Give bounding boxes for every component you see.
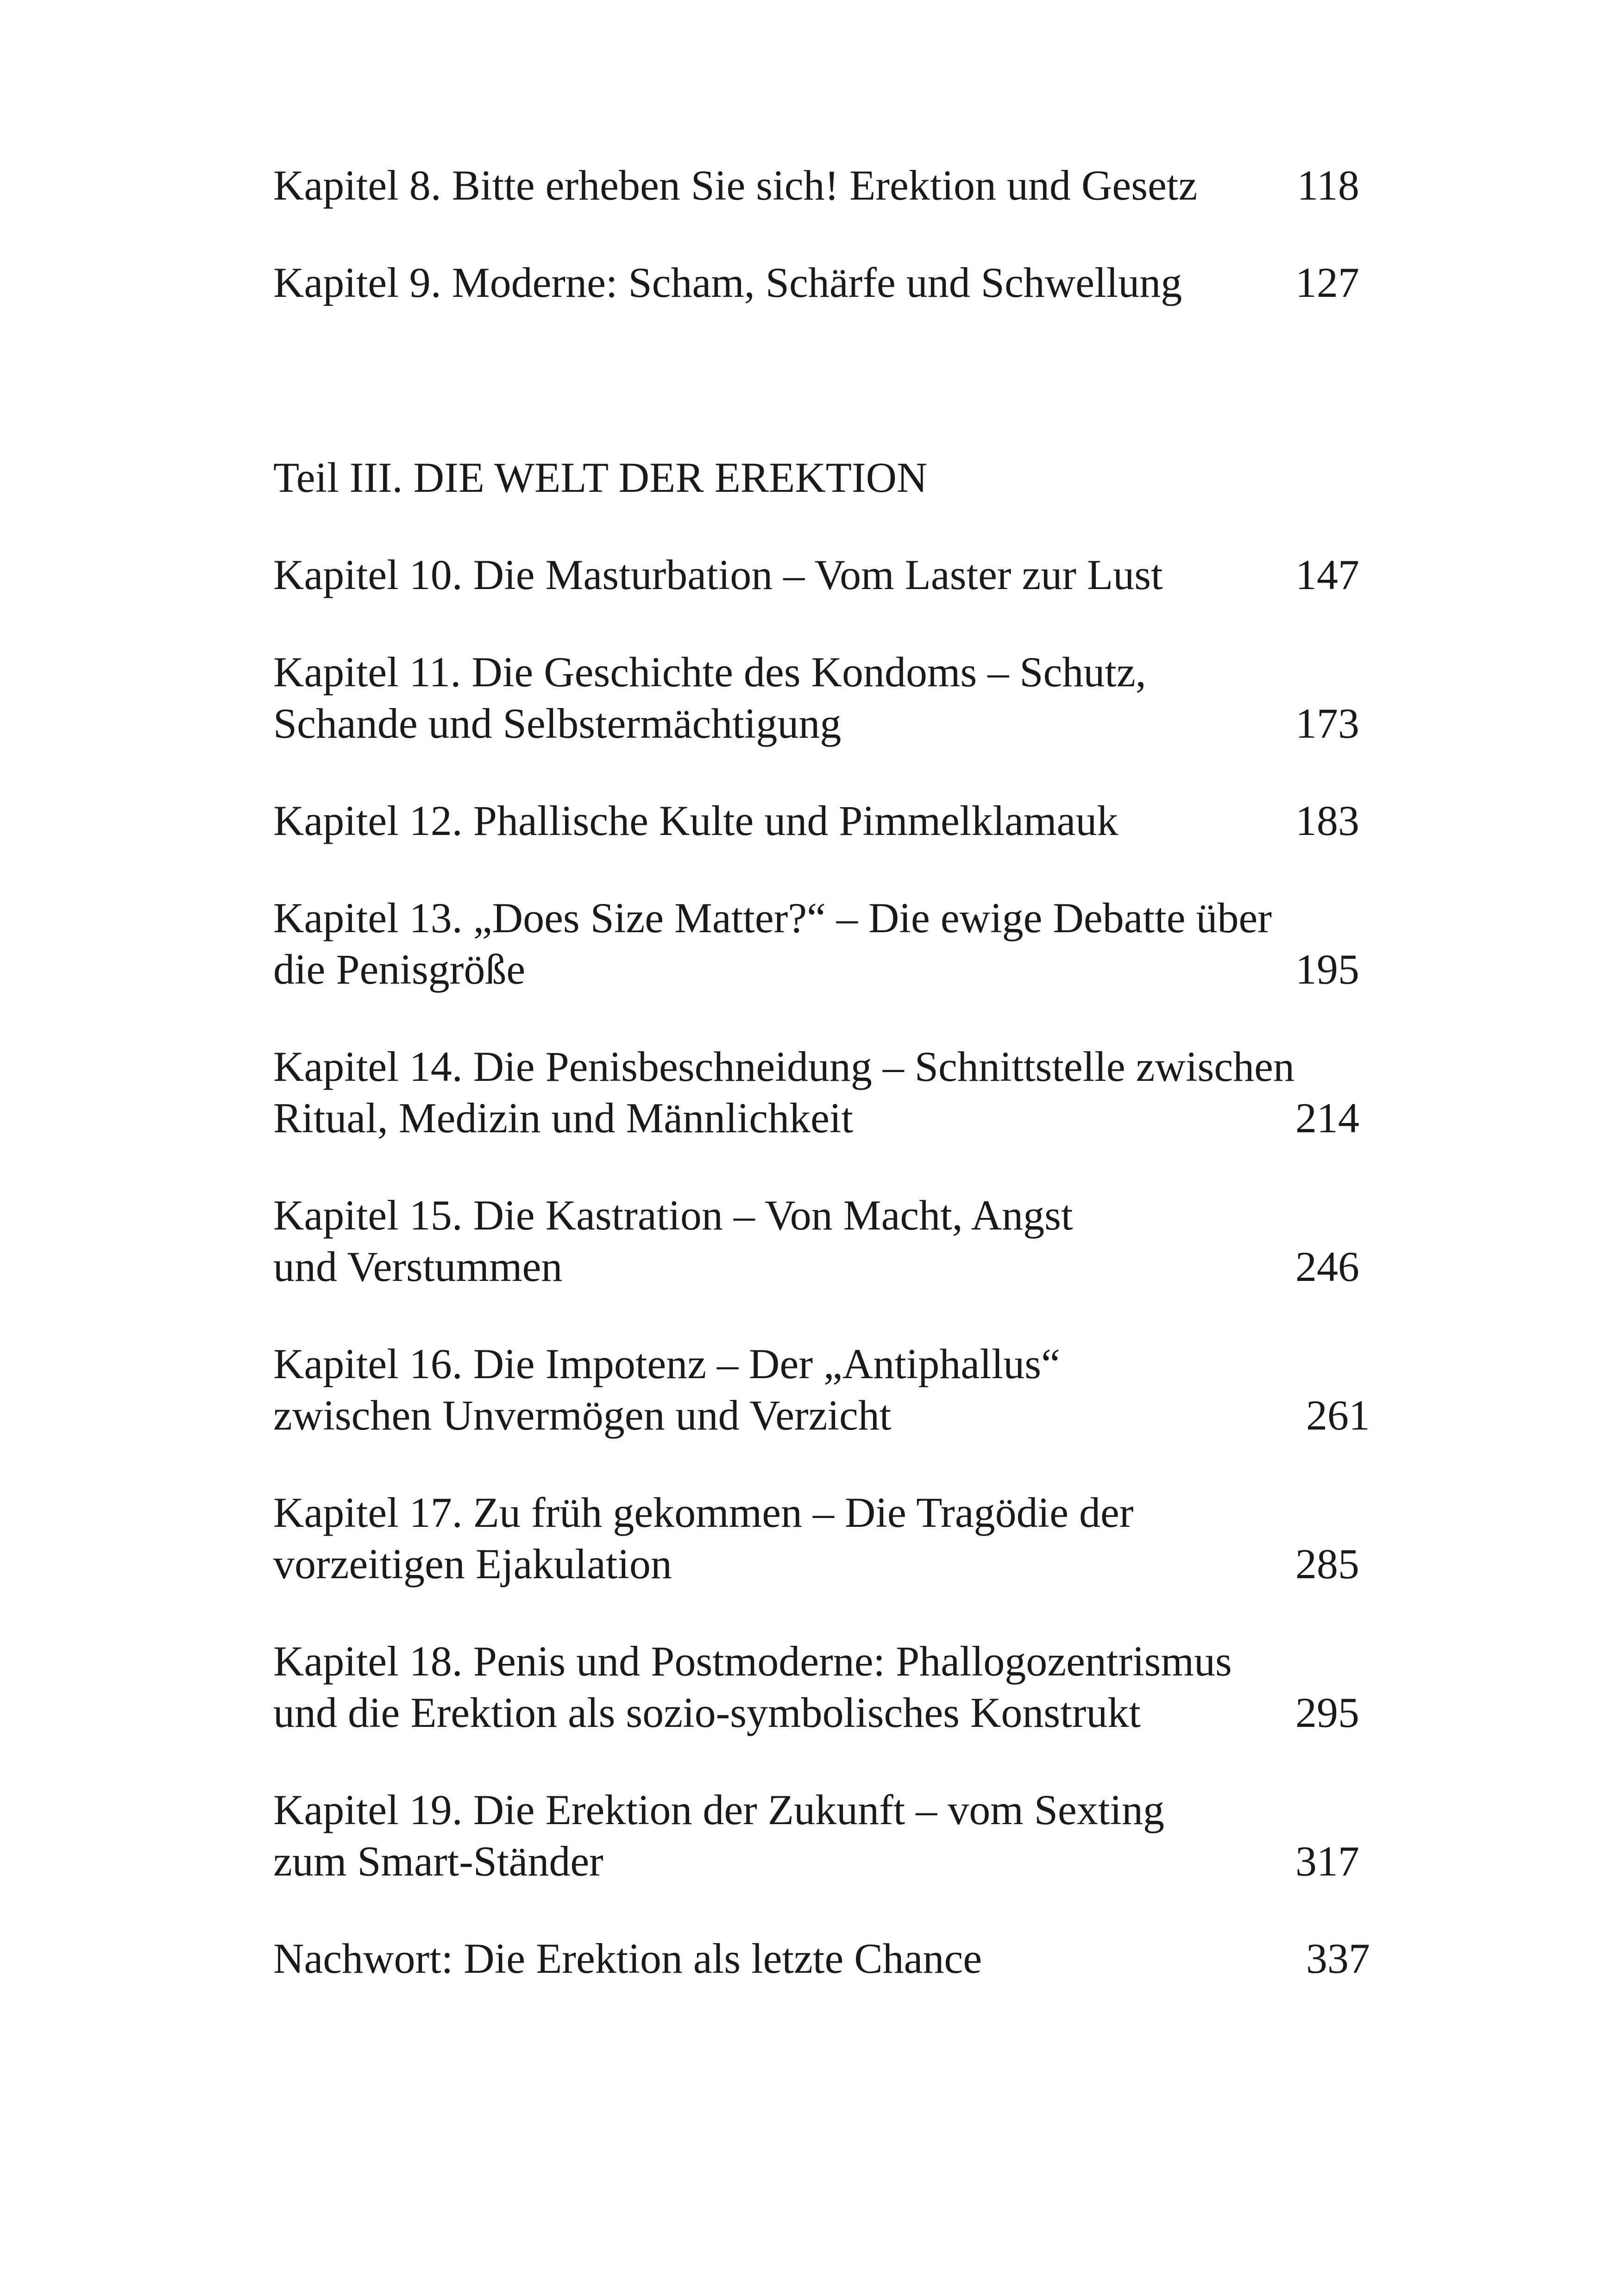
toc-entry-title-line: Ritual, Medizin und Männlichkeit (273, 1094, 854, 1142)
toc-entry-title-line: die Penisgröße (273, 946, 526, 993)
toc-entry-kapitel-15 (273, 1190, 1380, 1292)
toc-entry-page-number: 195 (1295, 946, 1359, 993)
toc-entry-kapitel-16 (273, 1338, 1380, 1441)
toc-entry-title (273, 1190, 1292, 1292)
toc-entry-kapitel-11 (273, 646, 1380, 749)
toc-entry-page-number: 183 (1295, 797, 1359, 844)
part-heading: Teil III. DIE WELT DER EREKTION (273, 454, 928, 501)
toc-entry-page-number: 295 (1295, 1689, 1359, 1736)
toc-entry-title-line: und Verstummen (273, 1243, 563, 1290)
toc-entry-page-number: 285 (1295, 1540, 1359, 1587)
toc-entry-kapitel-14 (273, 1041, 1380, 1144)
toc-entry-title-line: zwischen Unvermögen und Verzicht (273, 1392, 892, 1439)
toc-entry-nachwort (273, 1933, 1380, 1984)
toc-entry-title (273, 795, 1292, 847)
toc-entry-page-number: 337 (1306, 1935, 1370, 1982)
toc-entry-page-number: 317 (1295, 1838, 1359, 1885)
toc-entry-page-number: 173 (1295, 700, 1359, 747)
toc-entry-kapitel-19 (273, 1784, 1380, 1887)
toc-entry-title-line: Kapitel 8. Bitte erheben Sie sich! Erektion und Gesetz (273, 162, 1198, 209)
toc-entry-kapitel-9 (273, 257, 1380, 308)
toc-entry-title-line: Kapitel 10. Die Masturbation – Vom Laster zur Lust (273, 551, 1163, 598)
toc-entry-title (273, 646, 1292, 749)
toc-entry-title-line: Kapitel 13. „Does Size Matter?“ – Die ewige Debatte über (273, 894, 1272, 941)
toc-entry-kapitel-13 (273, 892, 1380, 995)
toc-entry-page-number: 147 (1295, 551, 1359, 598)
toc-entry-title (273, 1041, 1292, 1144)
toc-entry-page-number: 246 (1295, 1243, 1359, 1290)
toc-entry-title-line: Kapitel 19. Die Erektion der Zukunft – vom Sexting (273, 1786, 1164, 1833)
toc-entry-title (273, 1784, 1292, 1887)
toc-entry-title-line: Kapitel 17. Zu früh gekommen – Die Tragödie der (273, 1489, 1134, 1536)
toc-entry-title-line: vorzeitigen Ejakulation (273, 1540, 672, 1587)
toc-entry-kapitel-17 (273, 1487, 1380, 1590)
toc-entry-title-line: Nachwort: Die Erektion als letzte Chance (273, 1935, 982, 1982)
toc-entry-kapitel-10 (273, 549, 1380, 601)
toc-entry-page-number: 214 (1295, 1094, 1359, 1142)
toc-entry-title (273, 1338, 1292, 1441)
toc-entry-kapitel-18 (273, 1636, 1380, 1738)
toc-entry-title-line: zum Smart-Ständer (273, 1838, 603, 1885)
toc-entry-title (273, 549, 1292, 601)
toc-entry-kapitel-8 (273, 160, 1380, 211)
toc-entry-title (273, 892, 1292, 995)
toc-entry-title-line: und die Erektion als sozio-symbolisches Konstrukt (273, 1689, 1141, 1736)
toc-entry-kapitel-12 (273, 795, 1380, 847)
toc-entry-title-line: Kapitel 12. Phallische Kulte und Pimmelklamauk (273, 797, 1118, 844)
toc-entry-title (273, 257, 1292, 308)
toc-entry-title (273, 1636, 1292, 1738)
toc-entry-title-line: Kapitel 14. Die Penisbeschneidung – Schnittstelle zwischen (273, 1043, 1294, 1090)
toc-entry-title-line: Kapitel 11. Die Geschichte des Kondoms – Schutz, (273, 648, 1146, 696)
toc-entry-title-line: Schande und Selbstermächtigung (273, 700, 842, 747)
toc-entry-page-number: 127 (1295, 259, 1359, 306)
toc-entry-title-line: Kapitel 15. Die Kastration – Von Macht, Angst (273, 1192, 1073, 1239)
toc-entry-title (273, 1487, 1292, 1590)
toc-entry-title-line: Kapitel 16. Die Impotenz – Der „Antiphallus“ (273, 1340, 1060, 1387)
toc-entry-title (273, 160, 1292, 211)
table-of-contents (273, 160, 1380, 1984)
toc-entry-page-number: 261 (1306, 1392, 1370, 1439)
toc-entry-title (273, 1933, 1292, 1984)
toc-entry-title-line: Kapitel 9. Moderne: Scham, Schärfe und Schwellung (273, 259, 1182, 306)
toc-entry-title-line: Kapitel 18. Penis und Postmoderne: Phallogozentrismus (273, 1637, 1232, 1685)
toc-entry-page-number: 118 (1297, 162, 1359, 209)
